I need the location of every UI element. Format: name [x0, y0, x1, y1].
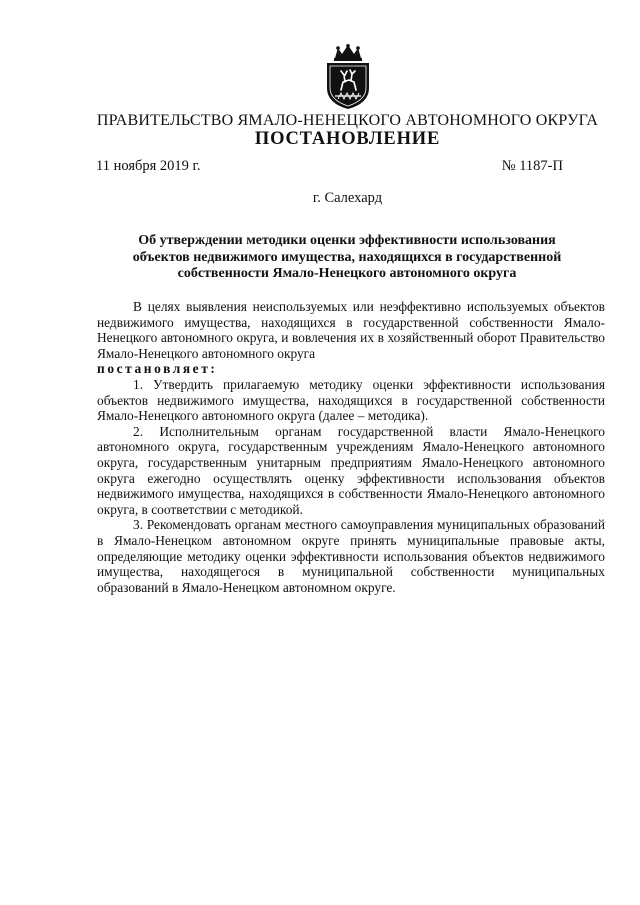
government-name: ПРАВИТЕЛЬСТВО ЯМАЛО-НЕНЕЦКОГО АВТОНОМНОГО ОКРУГА — [96, 112, 599, 129]
clause-paragraph: 2. Исполнительным органам государственной власти Ямало-Ненецкого автономного округа, государственным учреждениям Ямало-Ненецкого автономного округа, государственным унитарным предприятиям Ямало-Ненецкого автономного округа ежегодно осуществлять оценку эффективности использования объектов недвижимого имущества, находящихся в собственности Ямало-Ненецкого автономного округа, в соответствии с методикой. — [97, 423, 605, 517]
clause-paragraph: 1. Утвердить прилагаемую методику оценки эффективности использования объектов недвижимого имущества, находящихся в государственной собственности Ямало-Ненецкого автономного округа (далее – методика). — [97, 376, 605, 424]
document-type: ПОСТАНОВЛЕНИЕ — [254, 129, 441, 149]
preamble-paragraph: В целях выявления неиспользуемых или неэффективно используемых объектов недвижимого имущества, находящихся в государственной собственности Ямало-Ненецкого автономного округа, и вовлечения их в хозяйственный оборот Правительство Ямало-Ненецкого автономного округа — [97, 299, 605, 361]
document-date: 11 ноября 2019 г. — [96, 158, 201, 174]
coat-of-arms-icon — [321, 44, 375, 110]
clause-paragraph: 3. Рекомендовать органам местного самоуправления муниципальных образований в Ямало-Ненецком автономном округе принять муниципальные правовые акты, определяющие методику оценки эффективности использования объектов недвижимого имущества, находящегося в муниципальной собственности муниципальных образований в Ямало-Ненецком автономном округе. — [97, 517, 605, 595]
decree-word: постановляет: — [97, 361, 218, 377]
document-city: г. Салехард — [312, 190, 383, 206]
document-number: № 1187-П — [501, 158, 563, 174]
document-body — [97, 299, 605, 595]
document-title: Об утверждении методики оценки эффективности использования объектов недвижимого имущества, находящихся в государственной собственности Ямало-Ненецкого автономного округа — [132, 233, 562, 281]
